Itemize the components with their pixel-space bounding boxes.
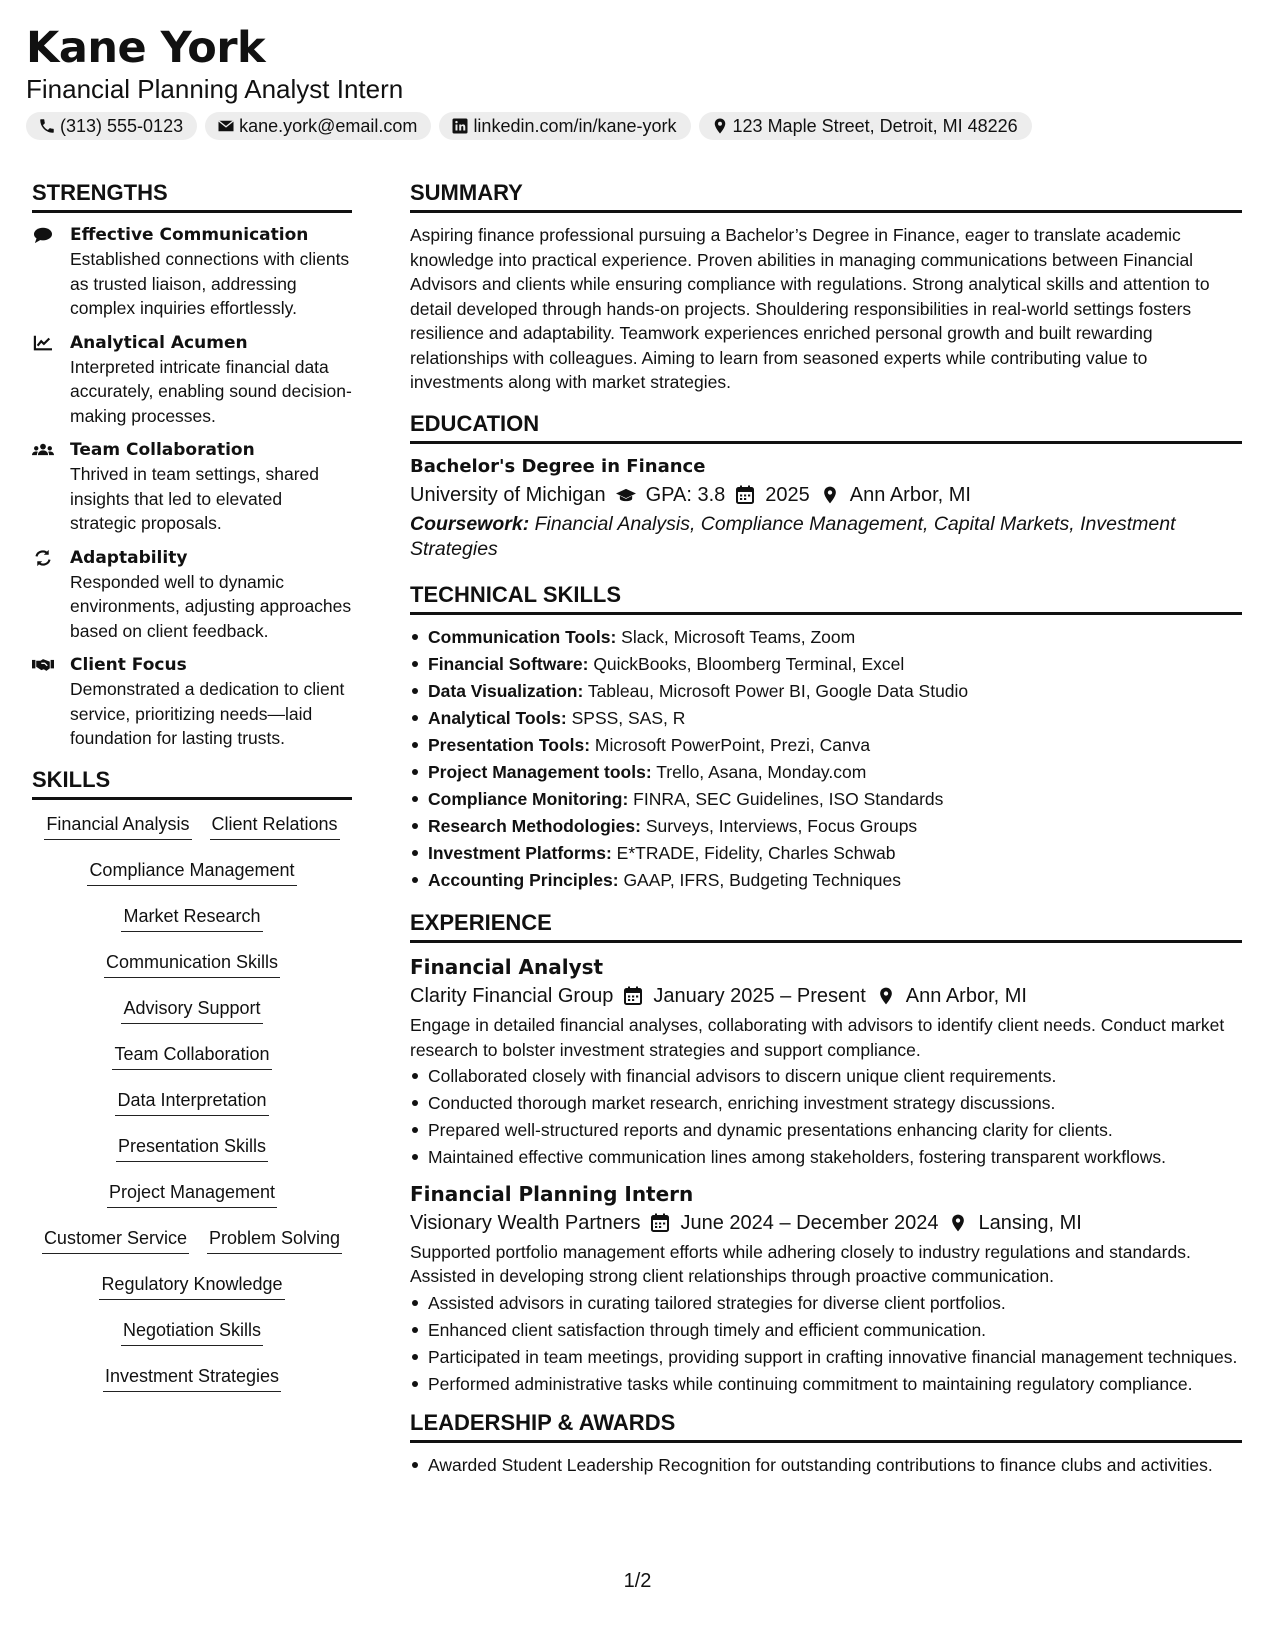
handshake-icon [32, 656, 54, 674]
technical-skills-heading: TECHNICAL SKILLS [410, 582, 1242, 615]
skill-label: Presentation Tools: [428, 734, 591, 755]
strength-item [32, 331, 352, 429]
strength-item [32, 438, 352, 536]
calendar-icon [735, 485, 755, 505]
company-name: Clarity Financial Group [410, 985, 614, 1007]
degree-title: Bachelor's Degree in Finance [410, 455, 706, 477]
page-number: 1/2 [623, 1570, 652, 1592]
list-item: Participated in team meetings, providing support in crafting innovative financial management techniques. [410, 1345, 1242, 1370]
skill-tag: Project Management [107, 1180, 277, 1208]
strength-desc: Established connections with clients as trusted liaison, addressing complex inquiries effortlessly. [70, 249, 350, 318]
skill-tag: Market Research [121, 904, 262, 932]
skill-tag: Advisory Support [121, 996, 262, 1024]
map-pin-icon [820, 485, 840, 505]
skill-value: SPSS, SAS, R [566, 707, 686, 728]
map-pin-icon [711, 117, 729, 135]
skill-label: Analytical Tools: [428, 707, 567, 728]
skill-label: Financial Software: [428, 653, 589, 674]
skill-label: Communication Tools: [428, 626, 617, 647]
skill-label: Research Methodologies: [428, 815, 641, 836]
speech-bubble-icon [32, 226, 54, 244]
skill-value: Tableau, Microsoft Power BI, Google Data Studio [583, 680, 969, 701]
skill-value: GAAP, IFRS, Budgeting Techniques [618, 869, 902, 890]
list-item [410, 733, 1242, 758]
skill-tag: Communication Skills [104, 950, 280, 978]
coursework-text: Financial Analysis, Compliance Management, Capital Markets, Investment Strategies [410, 512, 1176, 560]
resume-header [26, 22, 1032, 140]
list-item: Conducted thorough market research, enriching investment strategy discussions. [410, 1091, 1242, 1116]
list-item: Performed administrative tasks while continuing commitment to maintaining regulatory compliance. [410, 1372, 1242, 1397]
list-item [410, 679, 1242, 704]
leadership-list [410, 1453, 1242, 1478]
skill-tag: Customer Service [42, 1226, 189, 1254]
school-name: University of Michigan [410, 483, 606, 506]
list-item: Prepared well-structured reports and dynamic presentations enhancing clarity for clients. [410, 1118, 1242, 1143]
strength-desc: Responded well to dynamic environments, adjusting approaches based on client feedback. [70, 571, 352, 641]
sync-icon [32, 549, 54, 567]
candidate-name: Kane York [26, 23, 266, 73]
strength-item [32, 653, 352, 751]
phone-icon [38, 117, 56, 135]
skill-value: Slack, Microsoft Teams, Zoom [616, 626, 856, 647]
strength-desc: Demonstrated a dedication to client service, prioritizing needs—laid foundation for lasting trusts. [70, 679, 345, 748]
skill-tag: Presentation Skills [116, 1134, 268, 1162]
job-meta [410, 1208, 1242, 1238]
leadership-heading: LEADERSHIP & AWARDS [410, 1410, 1242, 1443]
education-heading: EDUCATION [410, 411, 1242, 444]
chart-line-icon [32, 334, 54, 352]
skills-list [32, 812, 352, 1410]
right-column [410, 180, 1242, 1480]
phone-text: (313) 555-0123 [60, 115, 184, 136]
skill-tag: Data Interpretation [115, 1088, 268, 1116]
skill-value: Trello, Asana, Monday.com [651, 761, 867, 782]
job-meta [410, 981, 1242, 1011]
contact-bar [26, 112, 1032, 140]
left-column [32, 180, 352, 1410]
list-item: Maintained effective communication lines among stakeholders, fostering transparent workflows. [410, 1145, 1242, 1170]
strength-title: Adaptability [70, 547, 188, 568]
map-pin-icon [948, 1213, 968, 1233]
job-summary: Engage in detailed financial analyses, collaborating with advisors to identify client needs. Conduct market research to bolster investment strategies and support compliance. [410, 1015, 1225, 1060]
calendar-icon [623, 986, 643, 1006]
skill-tag: Client Relations [210, 812, 340, 840]
strength-title: Client Focus [70, 655, 187, 675]
strength-title: Effective Communication [70, 225, 309, 245]
skill-tag: Financial Analysis [44, 812, 191, 840]
list-item [410, 706, 1242, 731]
job-dates: January 2025 – Present [653, 985, 866, 1007]
graduation-cap-icon [616, 485, 636, 505]
skill-tag: Regulatory Knowledge [99, 1272, 284, 1300]
technical-skills-list [410, 625, 1242, 893]
experience-heading: EXPERIENCE [410, 910, 1242, 943]
phone-chip[interactable] [26, 112, 197, 140]
education-meta [410, 480, 1242, 510]
linkedin-icon [451, 117, 469, 135]
skill-value: Surveys, Interviews, Focus Groups [640, 815, 918, 836]
list-item [410, 868, 1242, 893]
email-chip[interactable] [205, 112, 431, 140]
job-bullets [410, 1291, 1242, 1397]
skill-tag: Negotiation Skills [121, 1318, 263, 1346]
candidate-title: Financial Planning Analyst Intern [26, 74, 404, 104]
job-entry [410, 1180, 1242, 1397]
map-pin-icon [876, 986, 896, 1006]
strength-desc: Thrived in team settings, shared insights that led to elevated strategic proposals. [70, 464, 320, 533]
skill-label: Project Management tools: [428, 761, 652, 782]
grad-year: 2025 [765, 483, 810, 506]
email-text: kane.york@email.com [239, 115, 418, 136]
list-item [410, 652, 1242, 677]
job-entry [410, 953, 1242, 1170]
list-item: Assisted advisors in curating tailored strategies for diverse client portfolios. [410, 1291, 1242, 1316]
calendar-icon [650, 1213, 670, 1233]
linkedin-chip[interactable] [439, 112, 690, 140]
skill-value: FINRA, SEC Guidelines, ISO Standards [628, 788, 944, 809]
skill-label: Data Visualization: [428, 680, 584, 701]
list-item [410, 760, 1242, 785]
skill-tag: Problem Solving [207, 1226, 342, 1254]
education-location: Ann Arbor, MI [849, 483, 971, 506]
users-icon [32, 441, 54, 459]
list-item: Enhanced client satisfaction through timely and efficient communication. [410, 1318, 1242, 1343]
skill-label: Investment Platforms: [428, 842, 612, 863]
job-title: Financial Planning Intern [410, 1181, 694, 1206]
coursework-label: Coursework: [410, 512, 530, 535]
skill-tag: Team Collaboration [112, 1042, 271, 1070]
strength-item [32, 546, 352, 644]
strength-item [32, 223, 352, 321]
strengths-heading: STRENGTHS [32, 180, 352, 213]
summary-text: Aspiring finance professional pursuing a Bachelor’s Degree in Finance, eager to translate academic knowledge into practical experience. Proven abilities in managing communications between Financial Advisors and clients while ensuring compliance with regulations. Strong analytical skills and attention to detail developed through hands-on projects. Shouldering responsibilities in real-world settings fosters resilience and adaptability. Teamwork experiences enriched personal growth and built rewarding relationships with colleagues. Aiming to learn from seasoned experts while contributing value to investments along with market strategies. [410, 225, 1210, 392]
skills-heading: SKILLS [32, 767, 352, 800]
linkedin-text: linkedin.com/in/kane-york [473, 115, 677, 136]
list-item [410, 787, 1242, 812]
job-location: Lansing, MI [978, 1211, 1082, 1234]
strength-title: Team Collaboration [70, 440, 255, 460]
envelope-icon [217, 117, 235, 135]
list-item [410, 625, 1242, 650]
skill-value: E*TRADE, Fidelity, Charles Schwab [611, 842, 896, 863]
gpa-text: GPA: 3.8 [645, 483, 726, 506]
skill-tag: Investment Strategies [103, 1364, 281, 1392]
company-name: Visionary Wealth Partners [410, 1211, 641, 1234]
list-item: Awarded Student Leadership Recognition for outstanding contributions to finance clubs and activities. [410, 1453, 1242, 1478]
job-bullets [410, 1064, 1242, 1170]
job-summary: Supported portfolio management efforts while adhering closely to industry regulations and standards. Assisted in developing strong client relationships through proactive communication. [410, 1241, 1191, 1286]
job-title: Financial Analyst [410, 955, 604, 979]
strength-desc: Interpreted intricate financial data accurately, enabling sound decision-making processes. [70, 356, 352, 426]
skill-label: Compliance Monitoring: [428, 788, 629, 809]
job-dates: June 2024 – December 2024 [680, 1211, 939, 1234]
strength-title: Analytical Acumen [70, 332, 248, 353]
skill-value: Microsoft PowerPoint, Prezi, Canva [590, 734, 871, 755]
skill-tag: Compliance Management [87, 858, 296, 886]
address-chip[interactable] [699, 112, 1032, 140]
job-location: Ann Arbor, MI [905, 985, 1027, 1007]
summary-heading: SUMMARY [410, 180, 1242, 213]
coursework [410, 512, 1242, 562]
skill-label: Accounting Principles: [428, 869, 619, 890]
list-item [410, 841, 1242, 866]
list-item: Collaborated closely with financial advisors to discern unique client requirements. [410, 1064, 1242, 1089]
address-text: 123 Maple Street, Detroit, MI 48226 [732, 115, 1018, 136]
list-item [410, 814, 1242, 839]
skill-value: QuickBooks, Bloomberg Terminal, Excel [588, 653, 905, 674]
